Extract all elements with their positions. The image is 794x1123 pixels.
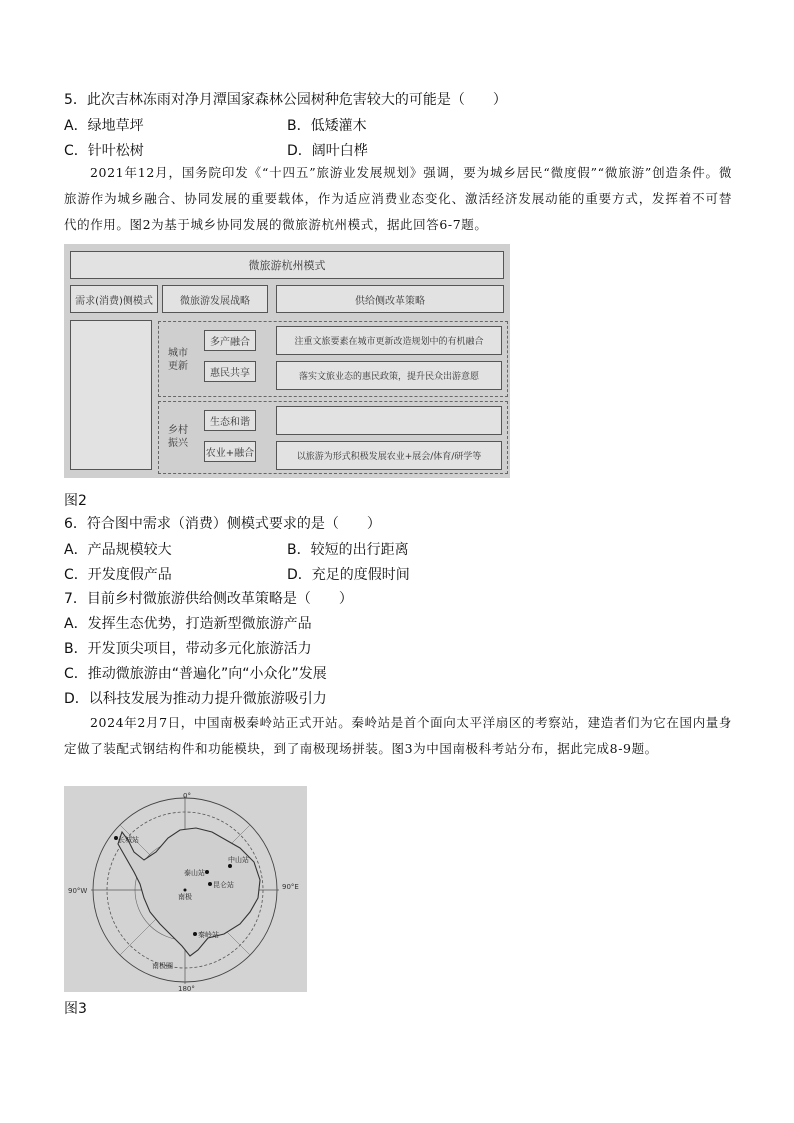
fig2-rural-strategy-2: 以旅游为形式积极发展农业+展会/体育/研学等 bbox=[276, 441, 502, 470]
fig3-map-svg bbox=[64, 786, 307, 992]
fig3-label-0: 0° bbox=[183, 792, 191, 800]
q7-option-c: C．推动微旅游由“普遍化”向“小众化”发展 bbox=[64, 666, 327, 682]
fig2-urban-item-1: 多产融合 bbox=[204, 330, 256, 351]
q5-option-b: B．低矮灌木 bbox=[287, 118, 367, 134]
fig2-caption: 图2 bbox=[64, 493, 87, 509]
fig2-rural-item-2: 农业+融合 bbox=[204, 441, 256, 462]
fig2-rural-strategy-1-blank bbox=[276, 406, 502, 435]
q7-option-d: D．以科技发展为推动力提升微旅游吸引力 bbox=[64, 691, 327, 707]
fig2-rural-label: 乡村振兴 bbox=[168, 425, 188, 449]
passage-antarctic-text: 2024年2月7日，中国南极秦岭站正式开站。秦岭站是首个面向太平洋扇区的考察站，建造者们为它在国内量身定做了装配式钢结构件和功能模块，到了南极现场拼装。图3为中国南极科考站分布，据此完成8-9题。 bbox=[64, 715, 732, 756]
passage-tourism bbox=[64, 160, 732, 238]
q5-stem: 5．此次吉林冻雨对净月潭国家森林公园树种危害较大的可能是（ ） bbox=[64, 92, 507, 108]
fig2-urban-label: 城市更新 bbox=[168, 348, 188, 372]
q6-option-b: B．较短的出行距离 bbox=[287, 542, 409, 558]
q6-option-a: A．产品规模较大 bbox=[64, 542, 172, 558]
fig2-strategy-header: 微旅游发展战略 bbox=[162, 285, 268, 313]
q7-option-b: B．开发顶尖项目，带动多元化旅游活力 bbox=[64, 641, 312, 657]
fig3-station-zhongshan bbox=[228, 864, 232, 868]
fig3-label-taishan: 泰山站 bbox=[184, 869, 205, 877]
fig3-label-pole: 南极 bbox=[178, 893, 192, 901]
fig3-label-changcheng: 长城站 bbox=[118, 836, 139, 844]
q7-stem: 7．目前乡村微旅游供给侧改革策略是（ ） bbox=[64, 591, 353, 607]
fig2-demand-empty-box bbox=[70, 320, 152, 470]
fig2-rural-item-1: 生态和谐 bbox=[204, 410, 256, 431]
fig2-urban-strategy-2: 落实文旅业态的惠民政策，提升民众出游意愿 bbox=[276, 361, 502, 390]
fig3-label-kunlun: 昆仑站 bbox=[213, 881, 234, 889]
figure-3-antarctic-stations bbox=[64, 786, 307, 992]
fig3-label-90w: 90°W bbox=[68, 887, 88, 895]
fig3-south-pole-dot bbox=[184, 889, 187, 892]
fig2-urban-strategy-1: 注重文旅要素在城市更新改造规划中的有机融合 bbox=[276, 326, 502, 355]
q6-option-d: D．充足的度假时间 bbox=[287, 567, 410, 583]
fig3-label-180: 180° bbox=[178, 985, 195, 992]
q7-option-a: A．发挥生态优势，打造新型微旅游产品 bbox=[64, 616, 312, 632]
figure-2-hangzhou-model bbox=[64, 244, 510, 478]
fig3-label-zhongshan: 中山站 bbox=[228, 856, 249, 864]
fig3-label-90e: 90°E bbox=[282, 883, 299, 891]
fig2-supply-header: 供给侧改革策略 bbox=[276, 285, 504, 313]
q5-option-c: C．针叶松树 bbox=[64, 143, 144, 159]
fig3-label-antarctic-circle: 南极圈 bbox=[152, 962, 173, 970]
fig3-caption: 图3 bbox=[64, 1001, 87, 1017]
fig2-title: 微旅游杭州模式 bbox=[70, 251, 504, 279]
q5-option-a: A．绿地草坪 bbox=[64, 118, 144, 134]
fig2-urban-item-2: 惠民共享 bbox=[204, 361, 256, 382]
fig3-station-qinling bbox=[193, 932, 197, 936]
passage-tourism-text: 2021年12月，国务院印发《“十四五”旅游业发展规划》强调，要为城乡居民“微度假”“微旅游”创造条件。微旅游作为城乡融合、协同发展的重要载体，作为适应消费业态变化、激活经济发展动能的重要方式，发挥着不可替代的作用。图2为基于城乡协同发展的微旅游杭州模式，据此回答6-7题。 bbox=[64, 165, 732, 232]
fig3-station-taishan bbox=[205, 870, 209, 874]
q5-option-d: D．阔叶白桦 bbox=[287, 143, 368, 159]
fig2-demand-header: 需求(消费)侧模式 bbox=[70, 285, 158, 313]
passage-antarctic bbox=[64, 710, 732, 762]
fig3-label-qinling: 秦岭站 bbox=[198, 931, 219, 939]
q6-stem: 6．符合图中需求（消费）侧模式要求的是（ ） bbox=[64, 516, 381, 532]
q6-option-c: C．开发度假产品 bbox=[64, 567, 172, 583]
fig3-station-kunlun bbox=[208, 882, 212, 886]
